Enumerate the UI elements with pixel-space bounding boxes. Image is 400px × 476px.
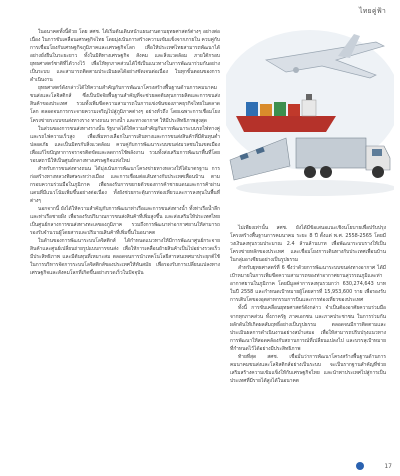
page-indicator-dot	[356, 462, 364, 470]
right-paragraph-2: สำหรับยุทธศาสตร์ที่ 6 ซึ่งว่าด้วยการพัฒนาระบบขนส่งทางอากาศ ได้มีเป้าหมายในการเพิ่มขีดความสามารถของท่าอากาศยานสุวรรณภูมิและท่าอากาศยานในภูมิภาค โดยมีมูลค่าการลงทุนรวมกว่า 630,274,643 บาท ในปี 2558 และกำหนดเป้าหมายผู้โดยสารที่ 15,953,600 ราย เพื่อรองรับการเติบโตของอุตสาหกรรมการบินและการท่องเที่ยวของประเทศ	[230, 265, 386, 304]
page-number: 17	[384, 463, 392, 470]
left-paragraph-2: ยุทธศาสตร์ดังกล่าวได้ให้ความสำคัญกับการพัฒนาโครงสร้างพื้นฐานด้านการคมนาคมขนส่งและโลจิสติกส์ ซึ่งเป็นปัจจัยพื้นฐานสำคัญที่จะช่วยลดต้นทุนการผลิตและการขนส่งสินค้าของประเทศ รวมทั้งเพิ่มขีดความสามารถในการแข่งขันของภาคธุรกิจไทยในตลาดโลก ตลอดจนการกระจายความเจริญไปสู่ภูมิภาคต่างๆ อย่างทั่วถึง โดยเฉพาะการเชื่อมโยงโครงข่ายระบบขนส่งทางราง ทางถนน ทางน้ำ และทางอากาศ ให้มีประสิทธิภาพสูงสุด	[30, 85, 220, 124]
right-paragraph-4: ท้ายที่สุด สศช. เชื่อมั่นว่าการพัฒนาโครงสร้างพื้นฐานด้านการคมนาคมขนส่งและโลจิสติกส์อย่างเป็นระบบ จะเป็นรากฐานสำคัญที่ช่วยเสริมสร้างความเข้มแข็งให้กับเศรษฐกิจไทย และนำพาประเทศไปสู่การเป็นประเทศที่มีรายได้สูงได้ในอนาคต	[230, 353, 386, 384]
left-paragraph-3: ในส่วนของการขนส่งทางรางนั้น รัฐบาลได้ให้ความสำคัญกับการพัฒนาระบบรถไฟทางคู่และรถไฟความเร็วสูง เพื่อเพิ่มทางเลือกในการเดินทางและการขนส่งสินค้าที่มีต้นทุนต่ำ ปลอดภัย และเป็นมิตรกับสิ่งแวดล้อม ควบคู่กับการพัฒนาระบบขนส่งมวลชนในเขตเมือง เพื่อแก้ไขปัญหาการจราจรติดขัดและลดการใช้พลังงาน รวมทั้งส่งเสริมการพัฒนาพื้นที่โดยรอบสถานีให้เป็นศูนย์กลางทางเศรษฐกิจแห่งใหม่	[30, 125, 220, 164]
right-paragraph-1: ไม่เพียงเท่านั้น สศช. ยังได้มีข้อเสนอแนะเชิงนโยบายเพื่อปรับปรุงโครงสร้างพื้นฐานการคมนาคม ระยะ 8 ปี ตั้งแต่ พ.ศ. 2558-2565 โดยมีวงเงินลงทุนรวมประมาณ 2.4 ล้านล้านบาท เพื่อพัฒนาระบบรางให้เป็นโครงข่ายหลักของประเทศ และเชื่อมโยงการเดินทางกับประเทศเพื่อนบ้านในกลุ่มอาเซียนอย่างเป็นรูปธรรม	[230, 225, 386, 264]
magazine-header-title: ไทยคู่ฟ้า	[358, 7, 386, 15]
right-column-text	[230, 224, 386, 385]
left-paragraph-4: สำหรับการขนส่งทางถนน ได้มุ่งเน้นการพัฒนาโครงข่ายทางหลวงให้ได้มาตรฐาน การก่อสร้างทางหลวงพิเศษระหว่างเมือง และการเชื่อมต่อเส้นทางกับประเทศเพื่อนบ้าน ตามกรอบความร่วมมือในภูมิภาค เพื่อรองรับการขยายตัวของการค้าชายแดนและการค้าผ่านแดนที่มีแนวโน้มเพิ่มขึ้นอย่างต่อเนื่อง ทั้งยังช่วยกระตุ้นการท่องเที่ยวและการลงทุนในพื้นที่ต่างๆ	[30, 165, 220, 204]
left-paragraph-1: ในอนาคตทั้งนี้ด้วย โดย สศช. ได้เริ่มต้นเดินหน้าแผนงานตามยุทธศาสตร์ต่างๆ อย่างต่อเนื่อง ในการขับเคลื่อนเศรษฐกิจไทย โดยมุ่งเน้นการสร้างความเข้มแข็งจากภายใน ควบคู่กับการเชื่อมโยงกับเศรษฐกิจภูมิภาคและเศรษฐกิจโลก เพื่อให้ประเทศไทยสามารถพัฒนาได้อย่างยั่งยืนในระยะยาว ทั้งในมิติทางเศรษฐกิจ สังคม และสิ่งแวดล้อม ภายใต้กรอบยุทธศาสตร์ชาติที่ได้วางไว้ เพื่อให้ทุกภาคส่วนได้ใช้เป็นแนวทางในการพัฒนาร่วมกันอย่างเป็นระบบ และสามารถติดตามประเมินผลได้อย่างชัดเจนต่อเนื่อง ในทุกขั้นตอนของการดำเนินงาน	[30, 29, 220, 84]
transport-collage-svg	[226, 20, 394, 216]
right-paragraph-3: ทั้งนี้ การขับเคลื่อนยุทธศาสตร์ดังกล่าว จำเป็นต้องอาศัยความร่วมมือจากทุกภาคส่วน ทั้งภาครัฐ ภาคเอกชน และภาคประชาชน ในการร่วมกันผลักดันให้เกิดผลสัมฤทธิ์อย่างเป็นรูปธรรม ตลอดจนมีการติดตามและประเมินผลการดำเนินงานอย่างสม่ำเสมอ เพื่อให้สามารถปรับปรุงแนวทางการพัฒนาให้สอดคล้องกับสถานการณ์ที่เปลี่ยนแปลงไป และบรรลุเป้าหมายที่กำหนดไว้ได้อย่างมีประสิทธิภาพ	[230, 305, 386, 352]
transport-collage-image	[226, 20, 394, 216]
left-column-text	[30, 28, 220, 277]
left-paragraph-6: ในด้านของการพัฒนาระบบโลจิสติกส์ ได้กำหนดแนวทางให้มีการพัฒนาศูนย์กระจายสินค้าและศูนย์เปลี่ยนถ่ายรูปแบบการขนส่ง เพื่อให้การเคลื่อนย้ายสินค้าเป็นไปอย่างรวดเร็ว มีประสิทธิภาพ และมีต้นทุนที่เหมาะสม ตลอดจนการนำเทคโนโลยีสารสนเทศมาประยุกต์ใช้ในการบริหารจัดการระบบโลจิสติกส์ของประเทศให้ทันสมัย เพื่อรองรับการเปลี่ยนแปลงทางเศรษฐกิจและสังคมโลกที่เกิดขึ้นอย่างรวดเร็วในปัจจุบัน	[30, 238, 220, 277]
left-paragraph-5: นอกจากนี้ ยังได้ให้ความสำคัญกับการพัฒนาท่าเรือและการขนส่งทางน้ำ ทั้งท่าเรือน้ำลึกและท่าเรือชายฝั่ง เพื่อรองรับปริมาณการขนส่งสินค้าที่เพิ่มสูงขึ้น และส่งเสริมให้ประเทศไทยเป็นศูนย์กลางการขนส่งทางทะเลของภูมิภาค รวมถึงการพัฒนาท่าอากาศยานให้สามารถรองรับจำนวนผู้โดยสารและปริมาณสินค้าที่เพิ่มขึ้นในอนาคต	[30, 206, 220, 237]
